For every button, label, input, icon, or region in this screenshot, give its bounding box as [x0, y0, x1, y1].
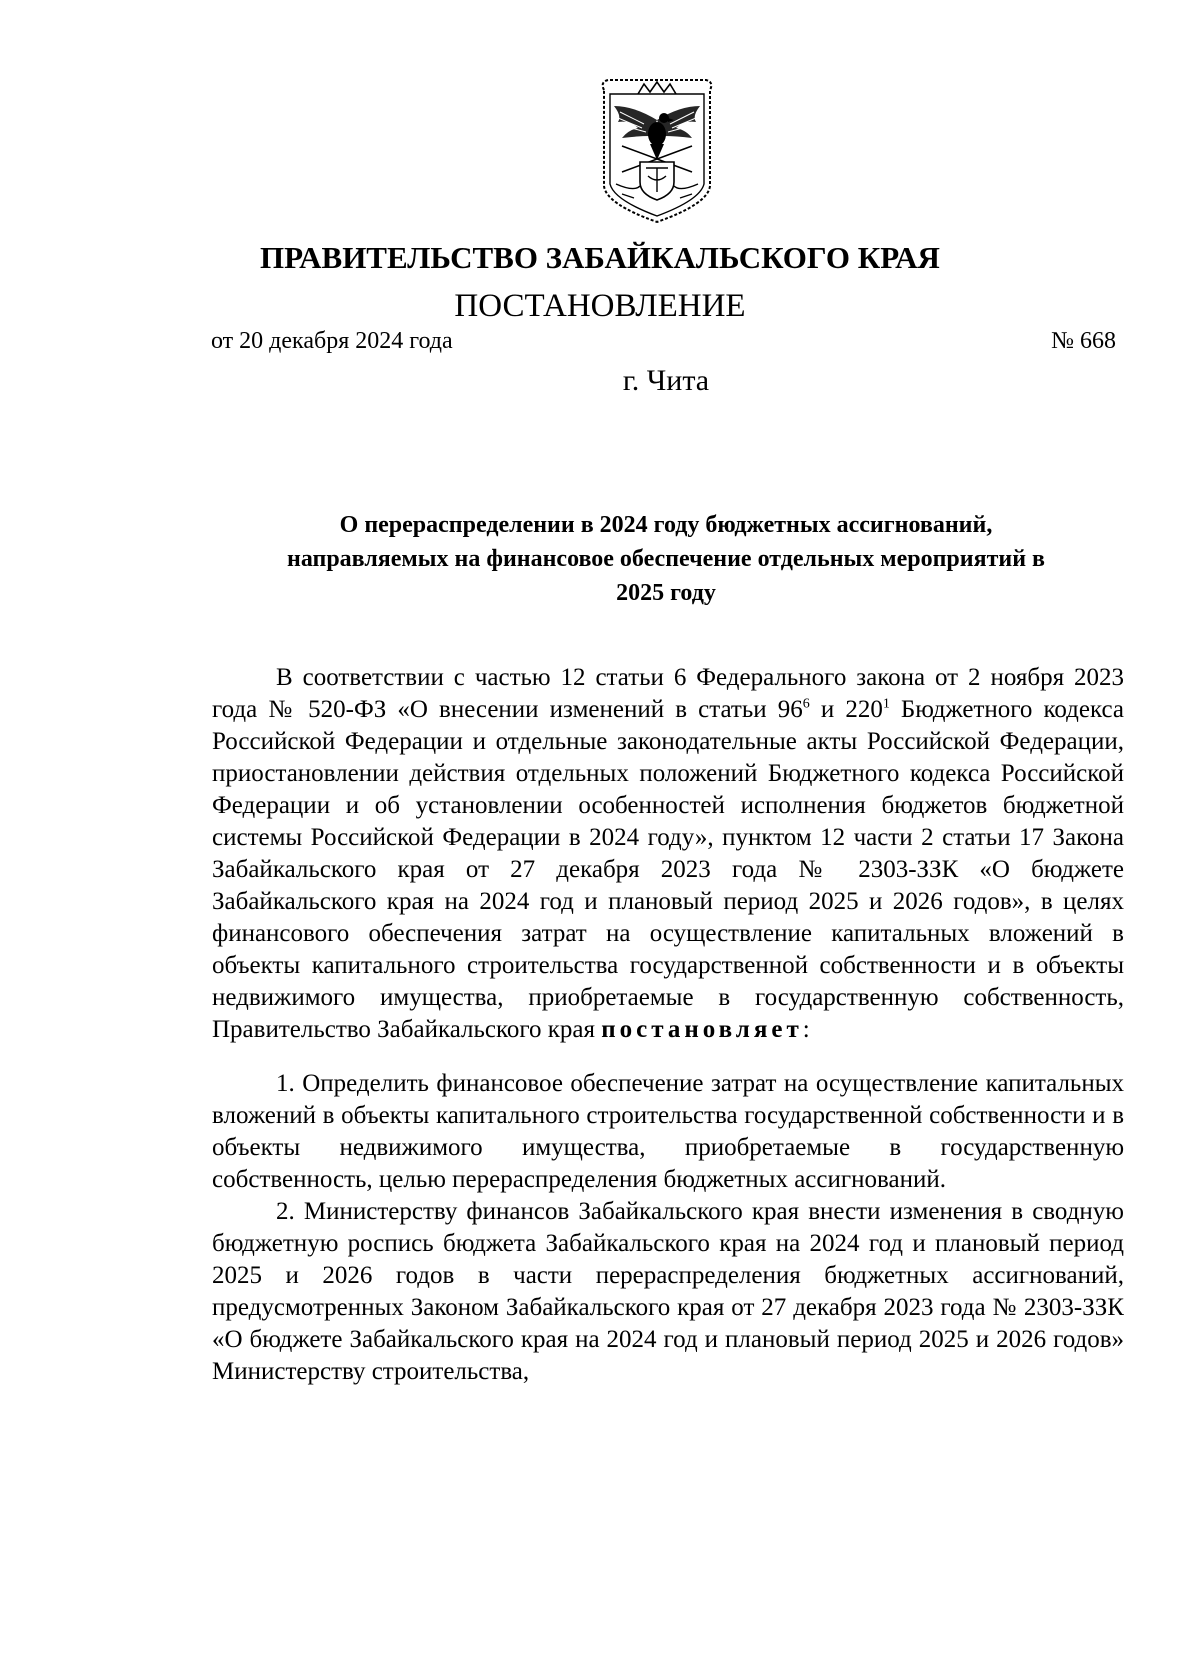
document-subject [200, 508, 1132, 610]
decree-colon: : [802, 1016, 810, 1043]
preamble-text: Бюджетного кодекса Российской Федерации и отдельные законодательные акты Российской Федерации, приостановлении действия отдельных положений Бюджетного кодекса Российской Федерации и об установлении особенностей исполнения бюджетов бюджетной системы Российской Федерации в 2024 году», пунктом 12 части 2 статьи 17 Закона Забайкальского края от 27 декабря 2023 года № 2303-ЗЗК «О бюджете Забайкальского края на 2024 год и плановый период 2025 и 2026 годов», в целях финансового обеспечения затрат на осуществление капитальных вложений в объекты капитального строительства государственной собственности и в объекты недвижимого имущества, приобретаемые в государственную собственность, Правительство Забайкальского края [212, 696, 1124, 1043]
document-date: от 20 декабря 2024 года [211, 328, 453, 354]
preamble-text: и 220 [809, 696, 883, 723]
preamble-text: В соответствии с частью 12 статьи 6 Федерального закона от 2 ноября 2023 года № 520-ФЗ «О внесении изменений в статьи 96 [212, 664, 1124, 723]
government-title: ПРАВИТЕЛЬСТВО ЗАБАЙКАЛЬСКОГО КРАЯ [260, 240, 940, 275]
coat-of-arms-icon [594, 76, 720, 226]
subject-line: 2025 году [616, 580, 716, 606]
superscript: 6 [802, 696, 810, 712]
decree-item: 1. Определить финансовое обеспечение затрат на осуществление капитальных вложений в объекты капитального строительства государственной собственности и в объекты недвижимого имущества, приобретаемые в государственную собственность, целью перераспределения бюджетных ассигнований. [212, 1070, 1124, 1193]
decree-word: постановляет [601, 1016, 803, 1043]
document-body [212, 662, 1124, 1388]
document-number: № 668 [1051, 328, 1116, 354]
subject-line: направляемых на финансовое обеспечение отдельных мероприятий в [286, 546, 1045, 572]
document-type: ПОСТАНОВЛЕНИЕ [454, 288, 746, 324]
subject-line: О перераспределении в 2024 году бюджетных ассигнований, [339, 512, 993, 538]
superscript: 1 [882, 696, 890, 712]
preamble-paragraph [212, 662, 1124, 1046]
decree-item: 2. Министерству финансов Забайкальского края внести изменения в сводную бюджетную роспись бюджета Забайкальского края на 2024 год и плановый период 2025 и 2026 годов в части перераспределения бюджетных ассигнований, предусмотренных Законом Забайкальского края от 27 декабря 2023 года № 2303-ЗЗК «О бюджете Забайкальского края на 2024 год и плановый период 2025 и 2026 годов» Министерству строительства, [212, 1198, 1124, 1385]
document-city: г. Чита [622, 364, 710, 397]
